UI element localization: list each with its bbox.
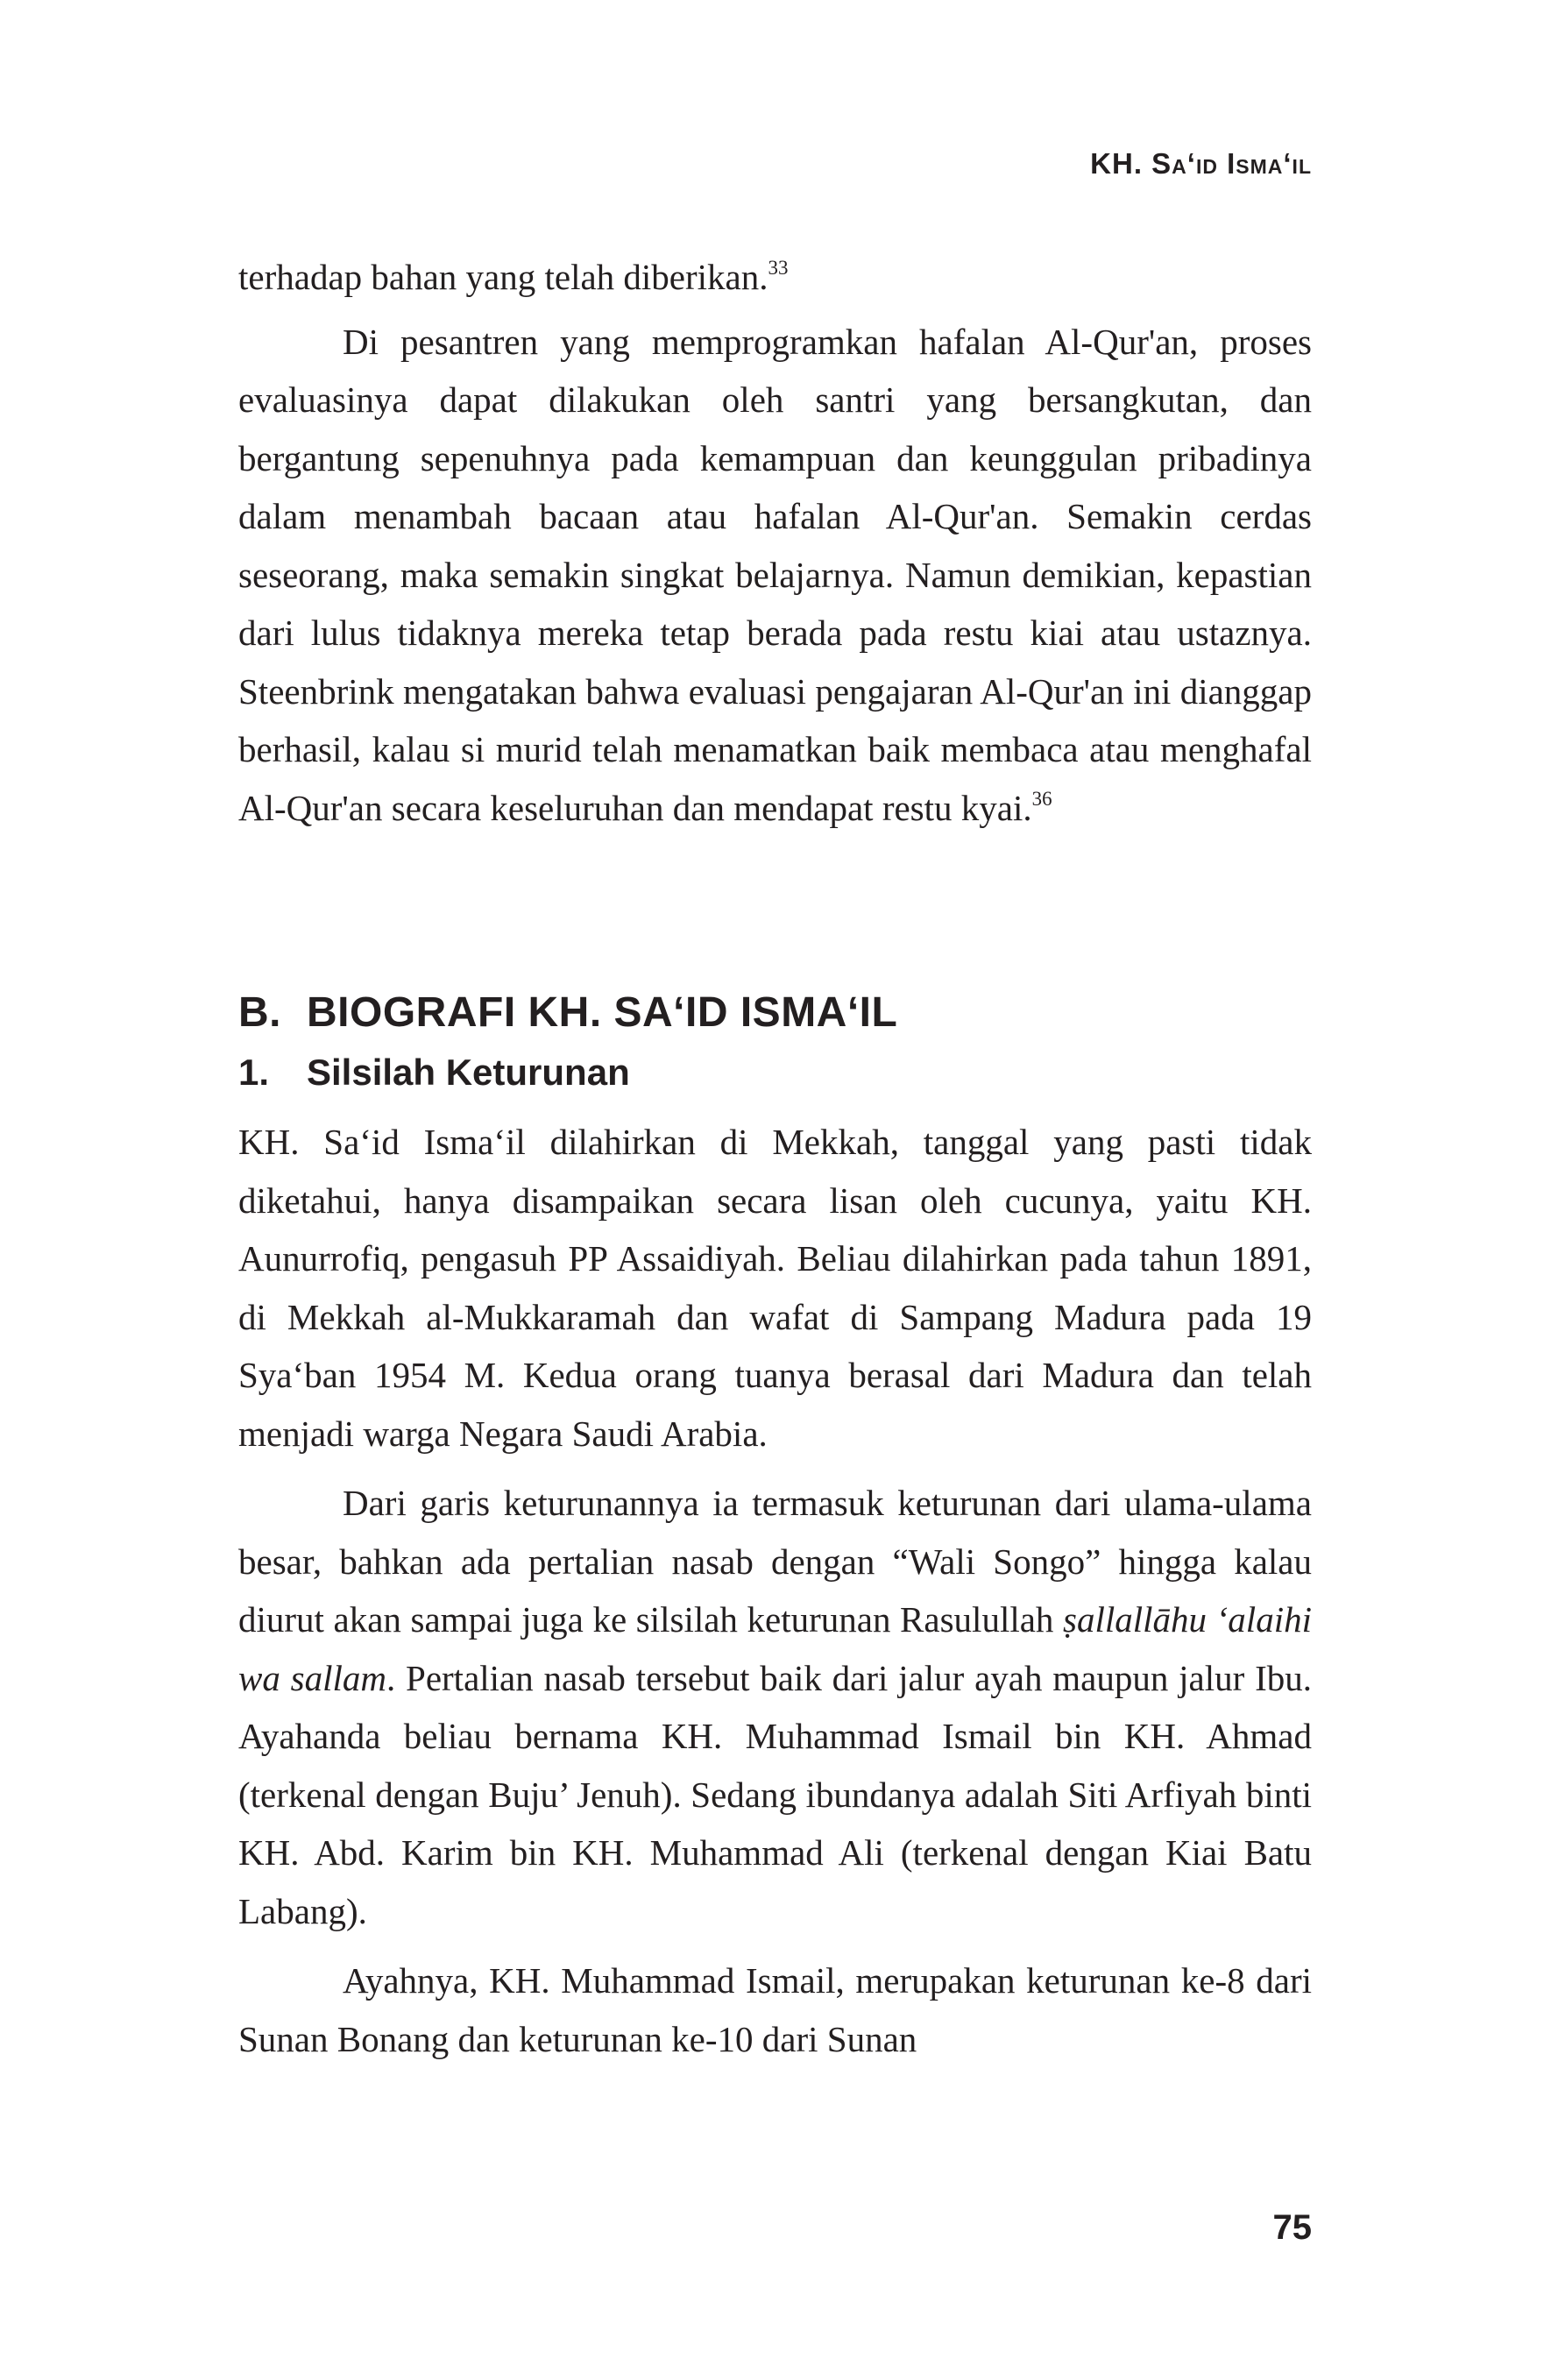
paragraph: KH. Sa‘id Isma‘il dilahirkan di Mekkah, tanggal yang pasti tidak diketahui, hanya disampaikan secara lisan oleh cucunya, yaitu KH. Aunurrofiq, pengasuh PP Assaidiyah. Beliau dilahirkan pada tahun 1891, di Mekkah al-Mukkaramah dan wafat di Sampang Madura pada 19 Sya‘ban 1954 M. Kedua orang tuanya berasal dari Madura dan telah menjadi warga Negara Saudi Arabia. bbox=[238, 1122, 1312, 1454]
paragraph bbox=[238, 1474, 1312, 1940]
running-header: KH. Sa‘id Isma‘il bbox=[1090, 147, 1312, 180]
subsection-heading bbox=[238, 1052, 630, 1094]
footnote-ref: 36 bbox=[1031, 787, 1052, 810]
paragraph bbox=[238, 313, 1312, 844]
paragraph: Ayahnya, KH. Muhammad Ismail, merupakan keturunan ke-8 dari Sunan Bonang dan keturunan ke-10 dari Sunan bbox=[238, 1960, 1312, 2059]
italic-phrase: ṣallallāhu ‘alaihi wa sallam bbox=[238, 1599, 1312, 1698]
paragraph-text: . Pertalian nasab tersebut baik dari jalur ayah maupun jalur Ibu. Ayahanda beliau bernama KH. Muhammad Ismail bin KH. Ahmad (terkenal dengan Buju’ Jenuh). Sedang ibundanya adalah Siti Arfiyah binti KH. Abd. Karim bin KH. Muhammad Ali (terkenal dengan Kiai Batu Labang). bbox=[238, 1657, 1312, 1931]
paragraph-text: terhadap bahan yang telah diberikan. bbox=[238, 257, 768, 297]
section-number: B. bbox=[238, 989, 281, 1036]
paragraph bbox=[238, 248, 1312, 313]
page-number: 75 bbox=[1272, 2208, 1312, 2247]
paragraph-text: Di pesantren yang memprogramkan hafalan Al-Qur'an, proses evaluasinya dapat dilakukan oleh santri yang bersangkutan, dan bergantung sepenuhnya pada kemampuan dan keunggulan pribadinya dalam menambah bacaan atau hafalan Al-Qur'an. Semakin cerdas seseorang, maka semakin singkat belajarnya. Namun demikian, kepastian dari lulus tidaknya mereka tetap berada pada restu kiai atau ustaznya. Steenbrink mengatakan bahwa evaluasi pengajaran Al-Qur'an ini dianggap berhasil, kalau si murid telah menamatkan baik membaca atau menghafal Al-Qur'an secara keseluruhan dan mendapat restu kyai. bbox=[238, 321, 1312, 828]
subsection-number: 1. bbox=[238, 1052, 270, 1093]
section-heading bbox=[238, 988, 897, 1037]
body-text-bottom bbox=[238, 1113, 1312, 2068]
body-text-top bbox=[238, 248, 1312, 843]
section-title: BIOGRAFI KH. SA‘ID ISMA‘IL bbox=[307, 989, 898, 1036]
paragraph-text: Dari garis keturunannya ia termasuk keturunan dari ulama-ulama besar, bahkan ada pertalian nasab dengan “Wali Songo” hingga kalau diurut akan sampai juga ke silsilah keturunan Rasulullah bbox=[238, 1483, 1312, 1640]
footnote-ref: 33 bbox=[768, 257, 789, 279]
subsection-title: Silsilah Keturunan bbox=[307, 1052, 630, 1093]
